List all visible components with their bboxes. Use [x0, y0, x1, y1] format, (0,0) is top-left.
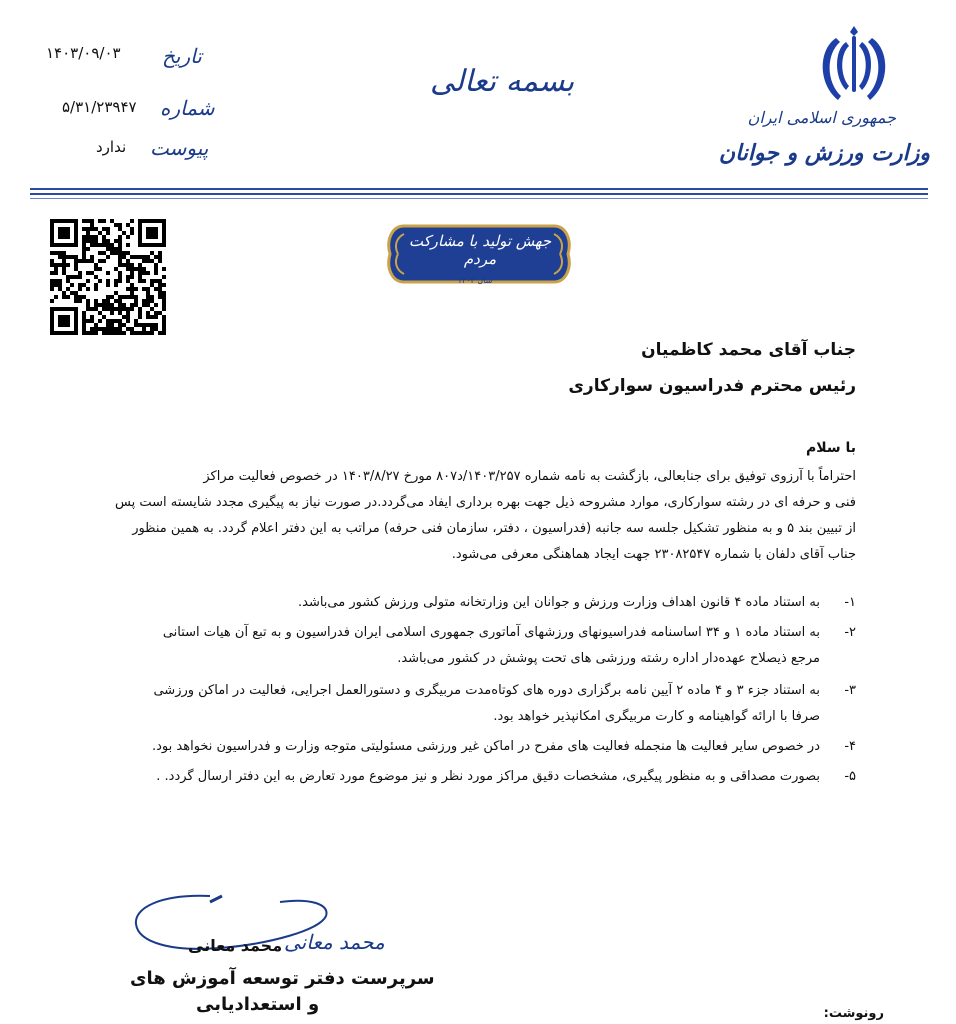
list-item: [76, 768, 856, 786]
item-text: صرفا با ارائه گواهینامه و کارت مربیگری امکانپذیر خواهد بود.: [493, 709, 820, 724]
item-text: به استناد ماده ۴ قانون اهداف وزارت ورزش و جوانان این وزارتخانه متولی ورزش کشور می‌باشد.: [297, 595, 820, 610]
item-text: به استناد جزء ۳ و ۴ ماده ۲ آیین نامه برگزاری دوره های کوتاه‌مدت مربیگری و دستورالعمل اجرایی، فعالیت در اماکن ورزشی: [153, 683, 820, 698]
list-item: [76, 682, 856, 700]
addressee-name: جناب آقای محمد کاظمیان: [641, 340, 856, 360]
date-value: ۱۴۰۳/۰۹/۰۳: [46, 44, 121, 62]
item-number: ۳-: [844, 683, 856, 698]
signer-title: سرپرست دفتر توسعه آموزش های: [130, 968, 435, 989]
body-line: فنی و حرفه ای در رشته سوارکاری، موارد مشروحه ذیل جهت بهره برداری ایفاد می‌گردد.در صورت نیاز به پیگیری مجدد شایسته است پس: [115, 495, 856, 510]
list-item-continuation: [76, 650, 856, 668]
government-name: جمهوری اسلامی ایران: [747, 108, 896, 127]
ministry-name: وزارت ورزش و جوانان: [718, 140, 930, 166]
list-item: [76, 594, 856, 612]
signature-script-name: محمد معانی: [284, 930, 385, 954]
item-number: ۴-: [844, 739, 856, 754]
body-line: احتراماً با آرزوی توفیق برای جنابعالی، بازگشت به نامه شماره ۱۴۰۳/۲۵۷/د۸۰۷ مورخ ۱۴۰۳/۸/۲۷ در خصوص فعالیت مراکز: [203, 469, 856, 484]
date-label: تاریخ: [162, 44, 202, 68]
signer-name: محمد معانی: [188, 936, 283, 955]
number-value: ۵/۳۱/۲۳۹۴۷: [62, 98, 137, 116]
slogan-year: سال ۱۴۰۳: [457, 276, 493, 285]
number-label: شماره: [160, 96, 215, 120]
attachment-label: پیوست: [150, 136, 209, 160]
item-number: ۱-: [844, 595, 856, 610]
greeting: با سلام: [805, 440, 856, 456]
list-item: [76, 624, 856, 642]
item-text: در خصوص سایر فعالیت ها منجمله فعالیت های مفرح در اماکن غیر ورزشی مسئولیتی متوجه وزارت و فدراسیون نخواهد بود.: [152, 739, 820, 754]
qr-code-icon: [48, 218, 168, 336]
item-text: به استناد ماده ۱ و ۳۴ اساسنامه فدراسیونهای ورزشهای آماتوری جمهوری اسلامی ایران فدراسیون و به تبع آن هیات استانی: [162, 625, 820, 640]
signer-title: و استعدادیابی: [196, 994, 320, 1015]
basmala-heading: بسمه تعالی: [430, 64, 575, 99]
cc-label: رونوشت:: [823, 1006, 884, 1021]
header-divider: [30, 188, 928, 190]
item-number: ۲-: [844, 625, 856, 640]
list-item: [76, 738, 856, 756]
addressee-title: رئیس محترم فدراسیون سوارکاری: [568, 376, 856, 396]
attachment-value: ندارد: [96, 138, 127, 156]
body-line: از تبیین بند ۵ و به منظور تشکیل جلسه سه جانبه (فدراسیون ، دفتر، سازمان فنی حرفه) مراتب به این دفتر اعلام گردد. به همین منظور: [132, 521, 856, 536]
slogan-text: جهش تولید با مشارکت مردم: [408, 232, 552, 268]
body-line: جناب آقای دلفان با شماره ۲۳۰۸۲۵۴۷ جهت ایجاد هماهنگی معرفی می‌شود.: [451, 547, 856, 562]
header-divider: [30, 198, 928, 199]
item-text: مرجع ذیصلاح عهده‌دار اداره رشته ورزشی های تحت پوشش در کشور می‌باشد.: [397, 651, 820, 666]
item-text: بصورت مصداقی و به منظور پیگیری، مشخصات دقیق مراکز مورد نظر و نیز موضوع مورد تعارض به این دفتر ارسال گردد. .: [156, 769, 820, 784]
header-divider: [30, 193, 928, 195]
list-item-continuation: [76, 708, 856, 726]
iran-emblem-icon: [812, 20, 896, 110]
item-number: ۵-: [844, 769, 856, 784]
